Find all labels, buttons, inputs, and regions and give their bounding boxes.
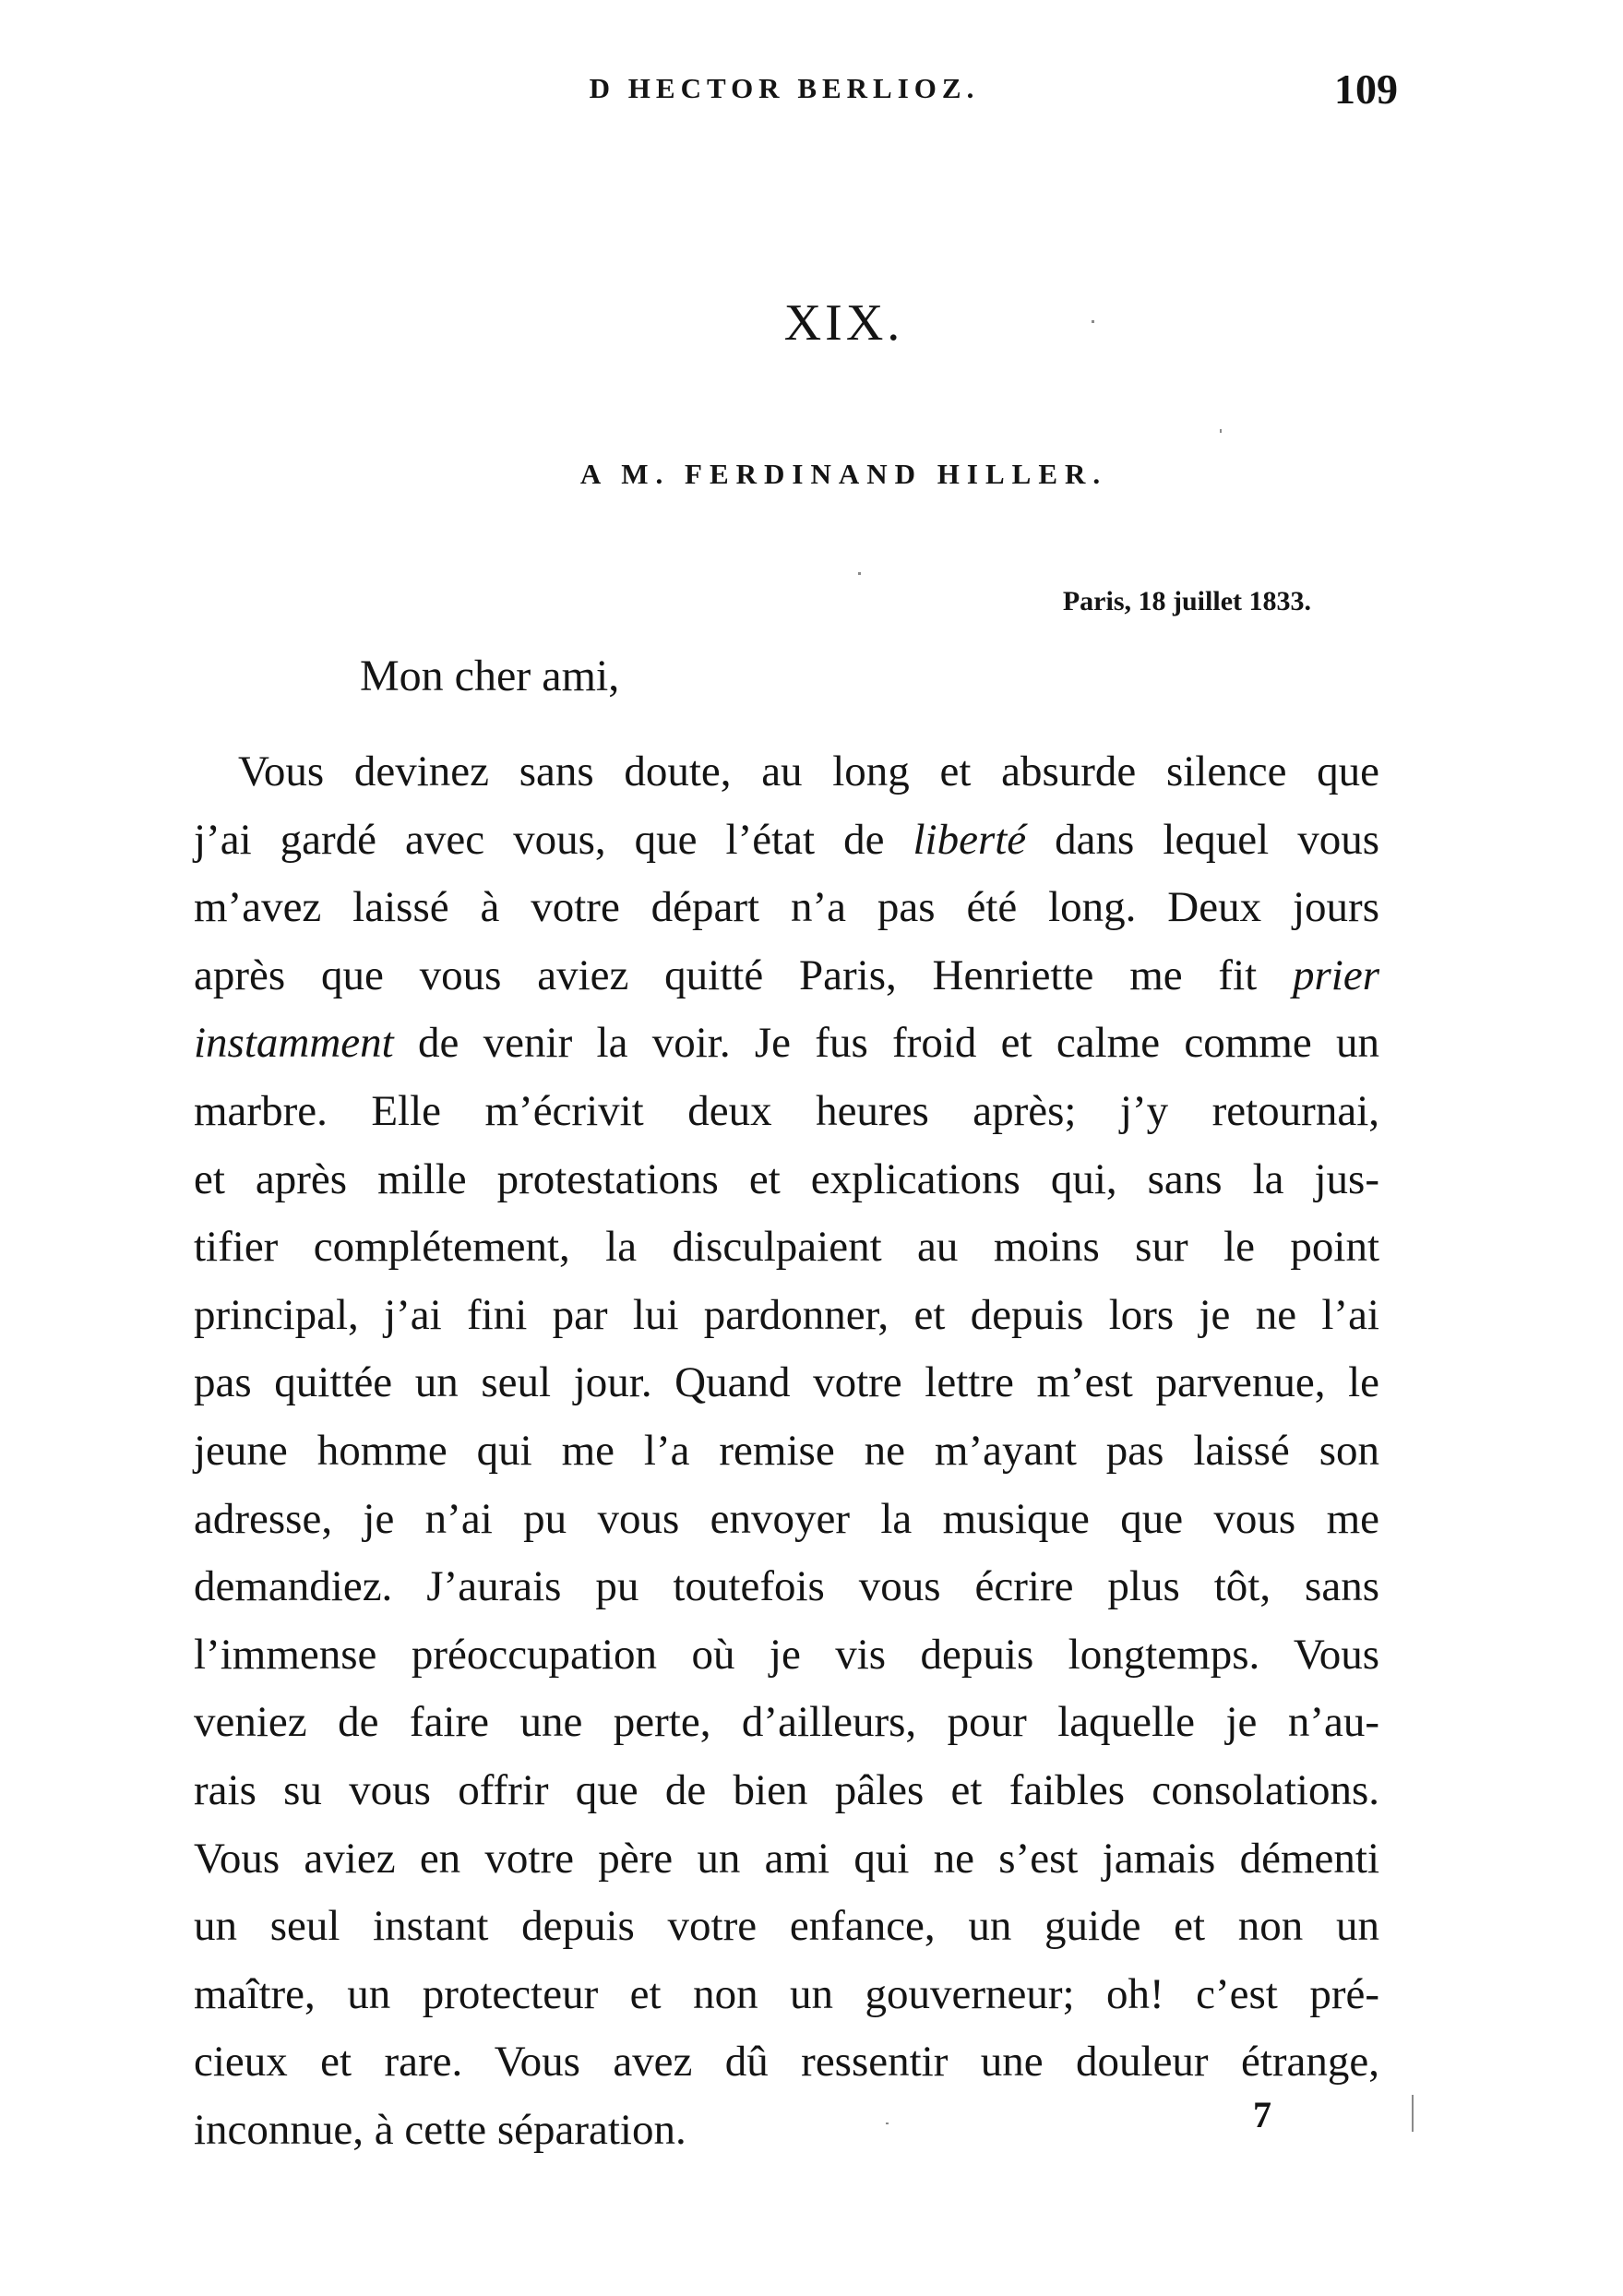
body-text-run: Vous aviez en votre père un ami qui ne s’est jamais démenti xyxy=(194,1834,1379,1883)
italic-text: prier xyxy=(1293,951,1379,999)
scan-speck xyxy=(1220,429,1222,433)
body-text-run: adresse, je n’ai pu vous envoyer la musique que vous me xyxy=(194,1494,1379,1543)
letter-body xyxy=(194,738,1379,2164)
body-text-run: demandiez. J’aurais pu toutefois vous écrire plus tôt, sans xyxy=(194,1562,1379,1611)
body-text-run: Vous devinez sans doute, au long et absurde silence que xyxy=(238,747,1379,795)
body-line xyxy=(194,1553,1379,1621)
body-line xyxy=(194,1010,1379,1078)
body-text-run: et après mille protestations et explications qui, sans la jus- xyxy=(194,1154,1379,1203)
body-line xyxy=(194,738,1379,807)
body-line xyxy=(194,1417,1379,1486)
body-text-run: inconnue, à cette séparation. xyxy=(194,2105,686,2154)
body-line xyxy=(194,1282,1379,1350)
body-text-run: m’avez laissé à votre départ n’a pas été long. Deux jours xyxy=(194,883,1379,932)
body-line xyxy=(194,1214,1379,1282)
body-line xyxy=(194,1961,1379,2029)
body-line xyxy=(194,1078,1379,1146)
body-text-run: après que vous aviez quitté Paris, Henriette me fit xyxy=(194,951,1293,999)
body-text-run: tifier complétement, la disculpaient au moins sur le point xyxy=(194,1223,1379,1272)
letter-addressee: A M. FERDINAND HILLER. xyxy=(579,458,1108,490)
body-text-run: rais su vous offrir que de bien pâles et faibles consolations. xyxy=(194,1765,1379,1814)
body-line xyxy=(194,1893,1379,1961)
scan-speck xyxy=(858,572,861,575)
letter-dateline: Paris, 18 juillet 1833. xyxy=(1062,586,1311,616)
body-line xyxy=(194,1689,1379,1757)
running-head xyxy=(0,66,1623,127)
body-line xyxy=(194,1757,1379,1825)
body-line xyxy=(194,1349,1379,1417)
body-text-run: principal, j’ai fini par lui pardonner, et depuis lors je ne l’ai xyxy=(194,1290,1379,1339)
body-text-run: jeune homme qui me l’a remise ne m’ayant pas laissé son xyxy=(194,1426,1379,1475)
body-text-run: l’immense préoccupation où je vis depuis longtemps. Vous xyxy=(194,1630,1379,1679)
body-line xyxy=(194,1825,1379,1894)
page-number: 109 xyxy=(1334,66,1398,113)
body-line xyxy=(194,942,1379,1010)
body-text-run: veniez de faire une perte, d’ailleurs, pour laquelle je n’au- xyxy=(194,1698,1379,1747)
body-line xyxy=(194,874,1379,942)
body-text-run: dans lequel vous xyxy=(1026,815,1379,864)
italic-text: liberté xyxy=(913,815,1027,864)
body-line xyxy=(194,2097,1379,2165)
body-text-run: un seul instant depuis votre enfance, un guide et non un xyxy=(194,1902,1379,1951)
scan-speck xyxy=(1412,2095,1414,2132)
body-text-run: cieux et rare. Vous avez dû ressentir une douleur étrange, xyxy=(194,2038,1379,2087)
signature-mark: 7 xyxy=(1253,2094,1271,2135)
body-line xyxy=(194,807,1379,875)
italic-text: instamment xyxy=(194,1019,394,1068)
body-text-run: j’ai gardé avec vous, que l’état de xyxy=(194,815,913,864)
body-line xyxy=(194,1621,1379,1690)
body-text-run: marbre. Elle m’écrivit deux heures après; j’y retournai, xyxy=(194,1086,1379,1135)
body-line xyxy=(194,2028,1379,2097)
running-title: D HECTOR BERLIOZ. xyxy=(589,72,980,104)
body-text-run: maître, un protecteur et non un gouverneur; oh! c’est pré- xyxy=(194,1969,1379,2018)
body-text-run: de venir la voir. Je fus froid et calme comme un xyxy=(393,1019,1379,1068)
scan-speck xyxy=(886,2123,889,2124)
chapter-number: XIX. xyxy=(783,294,904,352)
body-line xyxy=(194,1146,1379,1214)
body-text-run: pas quittée un seul jour. Quand votre lettre m’est parvenue, le xyxy=(194,1358,1379,1407)
letter-salutation: Mon cher ami, xyxy=(360,652,620,700)
body-line xyxy=(194,1486,1379,1554)
scan-speck xyxy=(1092,320,1094,323)
